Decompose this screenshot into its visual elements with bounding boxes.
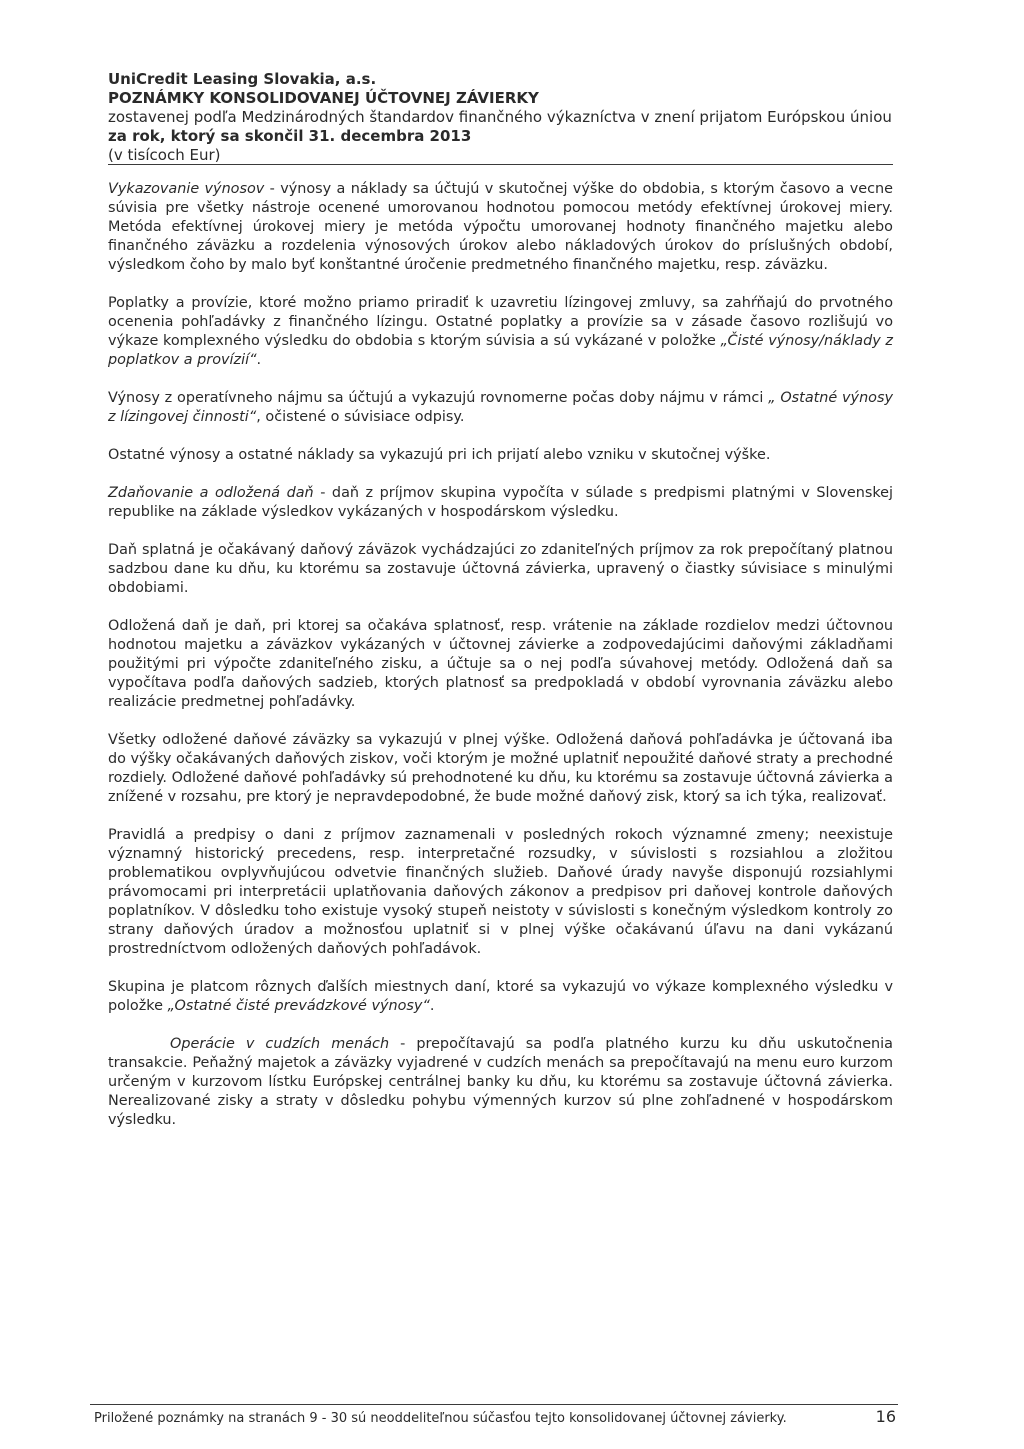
- paragraph-text: Odložená daň je daň, pri ktorej sa očakáva splatnosť, resp. vrátenie na základe rozdielov medzi účtovnou hodnotou majetku a záväzkov vykázaných v účtovnej závierke a zodpovedajúcimi daňovými základňami použitými pri výpočte zdaniteľného zisku, a účtuje sa o nej podľa súvahovej metódy. Odložená daň sa vypočítava podľa daňových sadzieb, ktorých platnosť sa predpokladá v období vyrovnania záväzku alebo realizácie predmetnej pohľadávky.: [108, 618, 893, 710]
- document-header: [108, 70, 893, 165]
- paragraph-text-tail: .: [429, 998, 435, 1014]
- footer-note: Priložené poznámky na stranách 9 - 30 sú neoddeliteľnou súčasťou tejto konsolidovanej účtovnej závierky.: [94, 1411, 787, 1426]
- paragraph-text-tail: .: [256, 352, 262, 368]
- page-number: 16: [875, 1407, 896, 1426]
- paragraph-text: - výnosy a náklady sa účtujú v skutočnej výške do obdobia, s ktorým časovo a vecne súvisia pre všetky nástroje ocenené umorovanou hodnotou pomocou metódy efektívnej úrokovej miery. Metóda efektívnej úrokovej miery je metóda výpočtu umorovanej hodnoty finančného majetku alebo finančného záväzku a rozdelenia výnosových úrokov alebo nákladových úrokov do príslušných období, výsledkom čoho by malo byť konštantné úročenie predmetného finančného majetku, resp. záväzku.: [108, 181, 893, 273]
- company-name: UniCredit Leasing Slovakia, a.s.: [108, 70, 377, 88]
- paragraph-lead: Vykazovanie výnosov: [108, 181, 265, 197]
- paragraph: [108, 389, 893, 427]
- reporting-period: za rok, ktorý sa skončil 31. decembra 2013: [108, 127, 472, 145]
- paragraph-text: Poplatky a provízie, ktoré možno priamo priradiť k uzavretiu lízingovej zmluvy, sa zahŕňajú do prvotného ocenenia pohľadávky z finančného lízingu. Ostatné poplatky a provízie sa v zásade časovo rozlišujú vo výkaze komplexného výsledku do obdobia s ktorým súvisia a sú vykázané v položke: [108, 295, 893, 349]
- paragraph-italic-term: „Ostatné čisté prevádzkové výnosy“: [167, 998, 430, 1014]
- page-footer: [94, 1408, 898, 1428]
- paragraph-lead: Zdaňovanie a odložená daň: [108, 485, 314, 501]
- paragraph-text: Všetky odložené daňové záväzky sa vykazujú v plnej výške. Odložená daňová pohľadávka je účtovaná iba do výšky očakávaných daňových ziskov, voči ktorým je možné uplatniť nepoužité daňové straty a prechodné rozdiely. Odložené daňové pohľadávky sú prehodnotené ku dňu, ku ktorému sa zostavuje účtovná závierka a znížené v rozsahu, pre ktorý je nepravdepodobné, že bude možné daňový zisk, ktorý sa ich týka, realizovať.: [108, 732, 893, 805]
- paragraph-italic-term: „ Ostatné výnosy z lízingovej činnosti“: [108, 390, 894, 425]
- reporting-basis: zostavenej podľa Medzinárodných štandardov finančného výkazníctva v znení prijatom Európskou úniou: [108, 108, 892, 126]
- paragraph-text: Daň splatná je očakávaný daňový záväzok vychádzajúci zo zdaniteľných príjmov za rok prepočítaný platnou sadzbou dane ku dňu, ku ktorému sa zostavuje účtovná závierka, upravený o čiastky súvisiace s minulými obdobiami.: [108, 542, 893, 596]
- paragraph-text: Pravidlá a predpisy o dani z príjmov zaznamenali v posledných rokoch významné zmeny; neexistuje významný historický precedens, resp. interpretačné rozsudky, v súvislosti s rozsiahlou a zložitou problematikou ovplyvňujúcou odvetvie finančných služieb. Daňové úrady navyše disponujú rozsiahlymi právomocami pri interpretácii uplatňovania daňových zákonov a predpisov pri daňovej kontrole daňových poplatníkov. V dôsledku toho existuje vysoký stupeň neistoty v súvislosti s konečným výsledkom kontroly zo strany daňových úradov a možnosťou uplatniť si v plnej výške očakávanú úľavu na dani vykázanú prostredníctvom odložených daňových pohľadávok.: [108, 827, 893, 957]
- paragraph-text: Ostatné výnosy a ostatné náklady sa vykazujú pri ich prijatí alebo vzniku v skutočnej výške.: [108, 447, 771, 463]
- paragraph: [108, 446, 893, 465]
- paragraph: [108, 294, 893, 370]
- notes-body: [108, 180, 893, 1149]
- currency-units: (v tisícoch Eur): [108, 146, 221, 164]
- paragraph-text-tail: , očistené o súvisiace odpisy.: [256, 409, 465, 425]
- paragraph: [108, 1035, 893, 1130]
- paragraph: [108, 617, 893, 712]
- paragraph-text: Skupina je platcom rôznych ďalších miestnych daní, ktoré sa vykazujú vo výkaze komplexného výsledku v položke: [108, 979, 893, 1014]
- header-divider: [108, 164, 893, 165]
- footer-divider: [90, 1404, 898, 1405]
- paragraph-italic-term: „Čisté výnosy/náklady z poplatkov a provízií“: [108, 333, 893, 368]
- paragraph: [108, 484, 893, 522]
- document-title: POZNÁMKY KONSOLIDOVANEJ ÚČTOVNEJ ZÁVIERKY: [108, 89, 539, 107]
- paragraph-text: - prepočítavajú sa podľa platného kurzu ku dňu uskutočnenia transakcie. Peňažný majetok a záväzky vyjadrené v cudzích menách sa prepočítavajú na menu euro kurzom určeným v kurzovom lístku Európskej centrálnej banky ku dňu, ku ktorému sa zostavuje účtovná závierka. Nerealizované zisky a straty v dôsledku pohybu výmenných kurzov sú plne zohľadnené v hospodárskom výsledku.: [108, 1036, 893, 1128]
- paragraph: [108, 180, 893, 275]
- paragraph: [108, 541, 893, 598]
- paragraph: [108, 731, 893, 807]
- paragraph-text: Výnosy z operatívneho nájmu sa účtujú a vykazujú rovnomerne počas doby nájmu v rámci: [108, 390, 769, 406]
- paragraph-text: - daň z príjmov skupina vypočíta v súlade s predpismi platnými v Slovenskej republike na základe výsledkov vykázaných v hospodárskom výsledku.: [108, 485, 894, 520]
- paragraph-lead: Operácie v cudzích menách: [170, 1036, 390, 1052]
- paragraph: [108, 978, 893, 1016]
- paragraph: [108, 826, 893, 959]
